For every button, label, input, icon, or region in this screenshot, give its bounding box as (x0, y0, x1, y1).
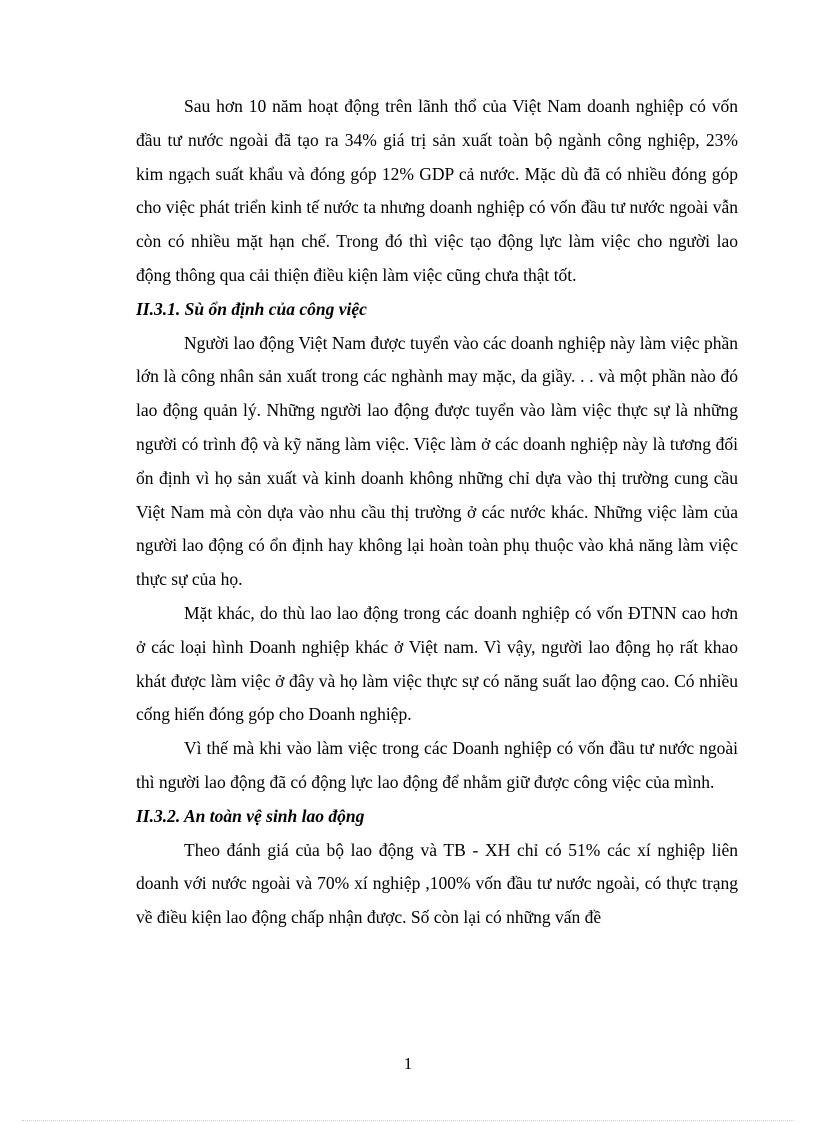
page-bottom-divider (22, 1120, 794, 1121)
paragraph-intro: Sau hơn 10 năm hoạt động trên lãnh thổ của Việt Nam doanh nghiệp có vốn đầu tư nước ngoài đã tạo ra 34% giá trị sản xuất toàn bộ ngành công nghiệp, 23% kim ngạch suất khẩu và đóng góp 12% GDP cả nước. Mặc dù đã có nhiều đóng góp cho việc phát triển kinh tế nước ta nhưng doanh nghiệp có vốn đầu tư nước ngoài vẫn còn có nhiều mặt hạn chế. Trong đó thì việc tạo động lực làm việc cho người lao động thông qua cải thiện điều kiện làm việc cũng chưa thật tốt. (136, 96, 738, 285)
page-number: 1 (403, 1054, 413, 1073)
section-heading-job-stability: II.3.1. Sù ổn định của công việc (136, 298, 367, 319)
document-body (136, 90, 738, 935)
section-heading-labor-safety: II.3.2. An toàn vệ sinh lao động (136, 805, 365, 826)
paragraph-wages: Mặt khác, do thù lao lao động trong các doanh nghiệp có vốn ĐTNN cao hơn ở các loại hình Doanh nghiệp khác ở Việt nam. Vì vậy, người lao động họ rất khao khát được làm việc ở đây và họ làm việc thực sự có năng suất lao động cao. Có nhiều cống hiến đóng góp cho Doanh nghiệp. (136, 602, 738, 725)
paragraph-job-stability: Người lao động Việt Nam được tuyển vào các doanh nghiệp này làm việc phần lớn là công nhân sản xuất trong các nghành may mặc, da giầy. . . và một phần nào đó lao động quản lý. Những người lao động được tuyển vào làm việc thực sự là những người có trình độ và kỹ năng làm việc. Việc làm ở các doanh nghiệp này là tương đối ổn định vì họ sản xuất và kinh doanh không những chỉ dựa vào thị trường cung cầu Việt Nam mà còn dựa vào nhu cầu thị trường ở các nước khác. Những việc làm của người lao động có ổn định hay không lại hoàn toàn phụ thuộc vào khả năng làm việc thực sự của họ. (136, 332, 738, 590)
paragraph-motivation: Vì thế mà khi vào làm việc trong các Doanh nghiệp có vốn đầu tư nước ngoài thì người lao động đã có động lực lao động để nhằm giữ được công việc của mình. (136, 738, 738, 792)
paragraph-labor-safety: Theo đánh giá của bộ lao động và TB - XH chỉ có 51% các xí nghiệp liên doanh với nước ngoài và 70% xí nghiệp ,100% vốn đầu tư nước ngoài, có thực trạng về điều kiện lao động chấp nhận được. Số còn lại có những vấn đề (136, 839, 738, 928)
